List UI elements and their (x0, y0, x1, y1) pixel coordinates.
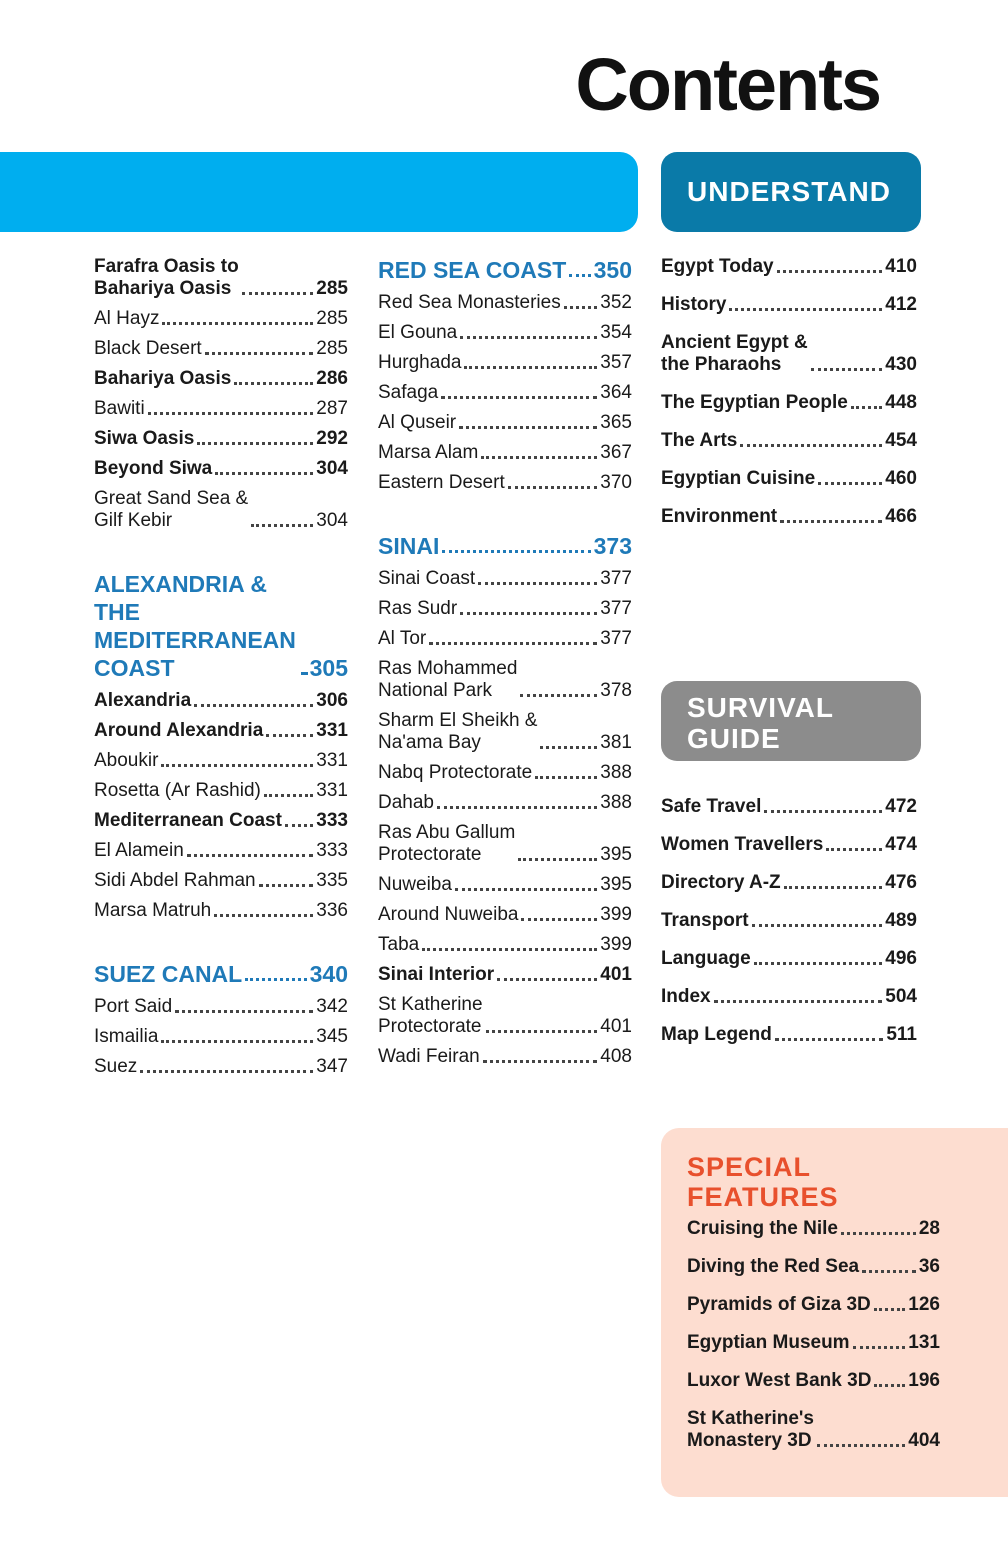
toc-entry-title: The Egyptian People (661, 392, 848, 413)
section-spacer (94, 930, 348, 960)
toc-entry-title: History (661, 294, 727, 315)
toc-entry-page: 285 (316, 278, 348, 299)
toc-entry[interactable] (94, 720, 348, 742)
toc-entry-title: Ras Mohammed National Park (378, 658, 518, 701)
toc-entry-title: Around Alexandria (94, 720, 264, 741)
tab-understand-label: UNDERSTAND (687, 176, 891, 207)
toc-entry[interactable] (661, 834, 917, 856)
dot-leader (564, 306, 598, 309)
toc-entry-title: Directory A-Z (661, 872, 781, 893)
toc-entry-title: Ismailia (94, 1026, 159, 1047)
toc-entry-title: Around Nuweiba (378, 904, 519, 925)
toc-entry[interactable] (687, 1218, 940, 1240)
section-spacer (94, 540, 348, 570)
toc-entry-title: Nabq Protectorate (378, 762, 533, 783)
toc-entry-page: 331 (316, 720, 348, 741)
dot-leader (429, 642, 597, 645)
toc-entry-title: Sinai Interior (378, 964, 495, 985)
toc-entry[interactable] (94, 368, 348, 390)
dot-leader (784, 886, 883, 889)
toc-entry[interactable] (661, 796, 917, 818)
dot-leader (242, 292, 314, 295)
dot-leader (442, 550, 590, 553)
toc-entry[interactable] (94, 308, 348, 330)
toc-entry[interactable] (661, 948, 917, 970)
toc-entry[interactable] (94, 1056, 348, 1078)
toc-entry-title: Al Quseir (378, 412, 457, 433)
dot-leader (162, 322, 313, 325)
toc-entry[interactable] (378, 472, 632, 494)
toc-entry[interactable] (378, 442, 632, 464)
toc-entry[interactable] (378, 792, 632, 814)
toc-entry-title: Bahariya Oasis (94, 368, 232, 389)
toc-entry[interactable] (661, 256, 917, 278)
toc-entry-title: Marsa Matruh (94, 900, 212, 921)
dot-leader (264, 794, 313, 797)
toc-entry[interactable] (94, 840, 348, 862)
toc-entry-page: 395 (600, 874, 632, 895)
dot-leader (422, 948, 597, 951)
toc-entry-page: 472 (885, 796, 917, 817)
toc-entry[interactable] (94, 900, 348, 922)
dot-leader (754, 962, 883, 965)
toc-entry-page: 377 (600, 598, 632, 619)
toc-entry-title: Map Legend (661, 1024, 772, 1045)
dot-leader (569, 274, 590, 277)
dot-leader (540, 746, 597, 749)
toc-entry-page: 286 (316, 368, 348, 389)
toc-entry[interactable] (378, 598, 632, 620)
toc-column-1 (94, 256, 348, 1086)
dot-leader (508, 486, 598, 489)
toc-entry-page: 331 (316, 780, 348, 801)
toc-entry-page: 474 (885, 834, 917, 855)
toc-entry[interactable] (378, 382, 632, 404)
toc-entry-page: 333 (316, 840, 348, 861)
toc-entry[interactable] (378, 934, 632, 956)
dot-leader (497, 978, 597, 981)
dot-leader (285, 824, 313, 827)
toc-entry-title: Beyond Siwa (94, 458, 213, 479)
toc-entry[interactable] (687, 1332, 940, 1354)
dot-leader (817, 1444, 905, 1447)
toc-entry[interactable] (687, 1408, 940, 1452)
toc-entry-title: Rosetta (Ar Rashid) (94, 780, 261, 801)
toc-entry-title: Bawiti (94, 398, 145, 419)
dot-leader (853, 1346, 906, 1349)
toc-entry-title: Great Sand Sea & Gilf Kebir (94, 488, 249, 531)
toc-entry-page: 285 (316, 338, 348, 359)
toc-entry[interactable] (94, 1026, 348, 1048)
toc-entry-page: 504 (885, 986, 917, 1007)
toc-entry-page: 350 (593, 257, 632, 283)
toc-entry-page: 401 (600, 964, 632, 985)
toc-entry-page: 28 (918, 1218, 940, 1239)
toc-entry-page: 364 (600, 382, 632, 403)
toc-entry[interactable] (378, 322, 632, 344)
toc-entry[interactable] (378, 964, 632, 986)
toc-entry[interactable] (661, 430, 917, 452)
toc-entry[interactable] (94, 810, 348, 832)
toc-entry-title: Suez (94, 1056, 138, 1077)
toc-entry-page: 401 (600, 1016, 632, 1037)
toc-entry[interactable] (94, 750, 348, 772)
toc-entry-title: Index (661, 986, 711, 1007)
toc-entry-title: ALEXANDRIA & THE MEDITERRANEAN COAST (94, 571, 296, 681)
toc-entry-title: Pyramids of Giza 3D (687, 1294, 871, 1315)
dot-leader (752, 924, 883, 927)
special-features-list (687, 1218, 940, 1452)
toc-entry[interactable] (661, 1024, 917, 1046)
toc-entry[interactable] (94, 398, 348, 420)
dot-leader (777, 270, 883, 273)
dot-leader (197, 442, 313, 445)
toc-entry[interactable] (378, 1046, 632, 1068)
toc-entry[interactable] (378, 994, 632, 1038)
understand-list (661, 256, 917, 544)
toc-entry[interactable] (661, 506, 917, 528)
toc-entry-page: 378 (600, 680, 632, 701)
toc-entry-page: 448 (885, 392, 917, 413)
toc-entry-page: 354 (600, 322, 632, 343)
toc-entry-page: 131 (908, 1332, 940, 1353)
toc-entry-title: Alexandria (94, 690, 192, 711)
dot-leader (851, 406, 882, 409)
toc-entry-title: Diving the Red Sea (687, 1256, 860, 1277)
toc-entry-title: Eastern Desert (378, 472, 505, 493)
dot-leader (194, 704, 313, 707)
toc-entry-page: 304 (316, 458, 348, 479)
toc-entry-title: Aboukir (94, 750, 159, 771)
toc-entry[interactable] (94, 256, 348, 300)
toc-entry[interactable] (378, 762, 632, 784)
toc-section-heading[interactable] (94, 570, 348, 682)
toc-entry-title: Siwa Oasis (94, 428, 195, 449)
dot-leader (520, 694, 597, 697)
toc-entry-page: 476 (885, 872, 917, 893)
toc-entry[interactable] (378, 822, 632, 866)
toc-entry-title: Ras Sudr (378, 598, 458, 619)
toc-entry[interactable] (378, 412, 632, 434)
toc-entry[interactable] (661, 468, 917, 490)
toc-entry[interactable] (687, 1294, 940, 1316)
toc-entry[interactable] (378, 292, 632, 314)
toc-entry-title: SINAI (378, 533, 440, 559)
toc-entry-page: 36 (918, 1256, 940, 1277)
toc-entry[interactable] (661, 392, 917, 414)
toc-entry-page: 335 (316, 870, 348, 891)
toc-entry-title: El Alamein (94, 840, 184, 861)
toc-entry-page: 408 (600, 1046, 632, 1067)
toc-entry[interactable] (661, 872, 917, 894)
toc-section-heading[interactable] (378, 256, 632, 284)
toc-entry-title: Farafra Oasis to Bahariya Oasis (94, 256, 239, 299)
toc-entry[interactable] (378, 874, 632, 896)
dot-leader (481, 456, 597, 459)
toc-entry-page: 287 (316, 398, 348, 419)
dot-leader (460, 612, 597, 615)
toc-entry-title: Safe Travel (661, 796, 762, 817)
toc-entry-page: 496 (885, 948, 917, 969)
toc-entry[interactable] (94, 996, 348, 1018)
toc-entry-page: 367 (600, 442, 632, 463)
toc-entry-page: 357 (600, 352, 632, 373)
toc-entry-page: 352 (600, 292, 632, 313)
dot-leader (486, 1030, 598, 1033)
dot-leader (818, 482, 882, 485)
toc-entry-page: 399 (600, 934, 632, 955)
dot-leader (874, 1384, 905, 1387)
dot-leader (841, 1232, 916, 1235)
dot-leader (518, 858, 597, 861)
survival-guide-list (661, 796, 917, 1062)
toc-entry-page: 388 (600, 792, 632, 813)
toc-entry-page: 304 (316, 510, 348, 531)
toc-entry-title: St Katherine's Monastery 3D (687, 1408, 814, 1451)
toc-entry[interactable] (661, 910, 917, 932)
toc-entry-title: Al Hayz (94, 308, 160, 329)
toc-entry-title: Transport (661, 910, 749, 931)
toc-entry-page: 285 (316, 308, 348, 329)
toc-entry-title: Hurghada (378, 352, 462, 373)
dot-leader (245, 978, 306, 981)
toc-entry[interactable] (378, 710, 632, 754)
toc-entry-title: Sidi Abdel Rahman (94, 870, 256, 891)
toc-entry-page: 365 (600, 412, 632, 433)
toc-entry-title: Language (661, 948, 751, 969)
toc-entry-page: 377 (600, 628, 632, 649)
toc-entry-title: Ancient Egypt & the Pharaohs (661, 332, 808, 375)
toc-entry[interactable] (687, 1256, 940, 1278)
toc-entry[interactable] (94, 458, 348, 480)
page-title: Contents (575, 43, 880, 126)
toc-entry-page: 489 (885, 910, 917, 931)
toc-entry-page: 381 (600, 732, 632, 753)
toc-entry[interactable] (687, 1370, 940, 1392)
toc-entry-title: Women Travellers (661, 834, 824, 855)
toc-entry-title: Safaga (378, 382, 439, 403)
dot-leader (214, 914, 313, 917)
toc-entry[interactable] (94, 338, 348, 360)
toc-entry-page: 373 (593, 533, 632, 559)
special-features-title: SPECIAL FEATURES (687, 1152, 839, 1212)
toc-entry-page: 126 (908, 1294, 940, 1315)
dot-leader (729, 308, 882, 311)
toc-entry-page: 460 (885, 468, 917, 489)
toc-entry-title: Egyptian Cuisine (661, 468, 816, 489)
dot-leader (464, 366, 597, 369)
toc-entry-page: 345 (316, 1026, 348, 1047)
toc-section-heading[interactable] (94, 960, 348, 988)
dot-leader (455, 888, 597, 891)
dot-leader (161, 764, 313, 767)
toc-entry-title: Sinai Coast (378, 568, 476, 589)
toc-entry-title: RED SEA COAST (378, 257, 567, 283)
dot-leader (478, 582, 597, 585)
toc-entry[interactable] (378, 658, 632, 702)
toc-entry[interactable] (94, 780, 348, 802)
toc-entry-page: 430 (885, 354, 917, 375)
toc-entry[interactable] (661, 294, 917, 316)
toc-entry-title: The Arts (661, 430, 738, 451)
toc-entry[interactable] (94, 870, 348, 892)
toc-entry-page: 340 (309, 961, 348, 987)
toc-column-2 (378, 256, 632, 1076)
dot-leader (740, 444, 882, 447)
toc-entry-page: 331 (316, 750, 348, 771)
toc-entry-title: Egyptian Museum (687, 1332, 850, 1353)
toc-entry[interactable] (661, 986, 917, 1008)
dot-leader (535, 776, 597, 779)
toc-entry[interactable] (94, 690, 348, 712)
dot-leader (251, 524, 313, 527)
toc-entry-page: 305 (309, 655, 348, 681)
dot-leader (175, 1010, 313, 1013)
toc-entry[interactable] (378, 904, 632, 926)
toc-entry-page: 404 (908, 1430, 940, 1451)
dot-leader (266, 734, 313, 737)
toc-entry[interactable] (94, 488, 348, 532)
toc-entry[interactable] (94, 428, 348, 450)
dot-leader (521, 918, 597, 921)
toc-entry-page: 395 (600, 844, 632, 865)
special-features-box (661, 1128, 1008, 1497)
toc-entry-page: 292 (316, 428, 348, 449)
toc-entry-title: Red Sea Monasteries (378, 292, 561, 313)
toc-entry-page: 336 (316, 900, 348, 921)
dot-leader (205, 352, 314, 355)
dot-leader (764, 810, 882, 813)
toc-entry-page: 410 (885, 256, 917, 277)
dot-leader (862, 1270, 916, 1273)
toc-entry-title: Port Said (94, 996, 173, 1017)
dot-leader (441, 396, 597, 399)
toc-entry[interactable] (378, 628, 632, 650)
dot-leader (140, 1070, 313, 1073)
dot-leader (459, 426, 597, 429)
toc-entry[interactable] (378, 568, 632, 590)
toc-entry-page: 412 (885, 294, 917, 315)
toc-section-heading[interactable] (378, 532, 632, 560)
toc-entry[interactable] (378, 352, 632, 374)
dot-leader (460, 336, 597, 339)
dot-leader (874, 1308, 906, 1311)
dot-leader (187, 854, 314, 857)
tab-understand (661, 152, 921, 232)
toc-entry-title: Al Tor (378, 628, 427, 649)
toc-entry-page: 196 (908, 1370, 940, 1391)
toc-entry-page: 454 (885, 430, 917, 451)
toc-entry-title: Taba (378, 934, 420, 955)
toc-entry-page: 370 (600, 472, 632, 493)
toc-entry-title: Luxor West Bank 3D (687, 1370, 872, 1391)
toc-entry-page: 377 (600, 568, 632, 589)
dot-leader (780, 520, 882, 523)
dot-leader (215, 472, 313, 475)
toc-entry-page: 342 (316, 996, 348, 1017)
toc-entry-title: Marsa Alam (378, 442, 479, 463)
toc-entry-title: Ras Abu Gallum Protectorate (378, 822, 516, 865)
toc-entry-title: Dahab (378, 792, 434, 813)
dot-leader (483, 1060, 598, 1063)
toc-entry-title: St Katherine Protectorate (378, 994, 483, 1037)
toc-entry-title: Environment (661, 506, 778, 527)
toc-entry-page: 399 (600, 904, 632, 925)
toc-entry-title: SUEZ CANAL (94, 961, 243, 987)
tab-survival-guide (661, 681, 921, 761)
toc-entry-title: Nuweiba (378, 874, 452, 895)
dot-leader (714, 1000, 883, 1003)
toc-entry-page: 388 (600, 762, 632, 783)
dot-leader (301, 672, 307, 675)
dot-leader (811, 368, 883, 371)
toc-entry-title: Wadi Feiran (378, 1046, 480, 1067)
dot-leader (775, 1038, 884, 1041)
dot-leader (437, 806, 597, 809)
toc-entry-page: 333 (316, 810, 348, 831)
toc-entry-title: Cruising the Nile (687, 1218, 838, 1239)
toc-entry-title: El Gouna (378, 322, 458, 343)
toc-entry-title: Mediterranean Coast (94, 810, 282, 831)
dot-leader (148, 412, 314, 415)
toc-entry-page: 466 (885, 506, 917, 527)
header-color-bar (0, 152, 638, 232)
toc-entry-page: 511 (886, 1024, 917, 1045)
section-spacer (378, 502, 632, 532)
toc-entry-title: Black Desert (94, 338, 202, 359)
dot-leader (234, 382, 313, 385)
tab-survival-guide-label: SURVIVAL GUIDE (687, 692, 834, 754)
toc-entry[interactable] (661, 332, 917, 376)
toc-entry-title: Egypt Today (661, 256, 774, 277)
toc-entry-page: 347 (316, 1056, 348, 1077)
toc-entry-title: Sharm El Sheikh & Na'ama Bay (378, 710, 538, 753)
toc-entry-page: 306 (316, 690, 348, 711)
dot-leader (161, 1040, 313, 1043)
dot-leader (826, 848, 882, 851)
dot-leader (259, 884, 314, 887)
